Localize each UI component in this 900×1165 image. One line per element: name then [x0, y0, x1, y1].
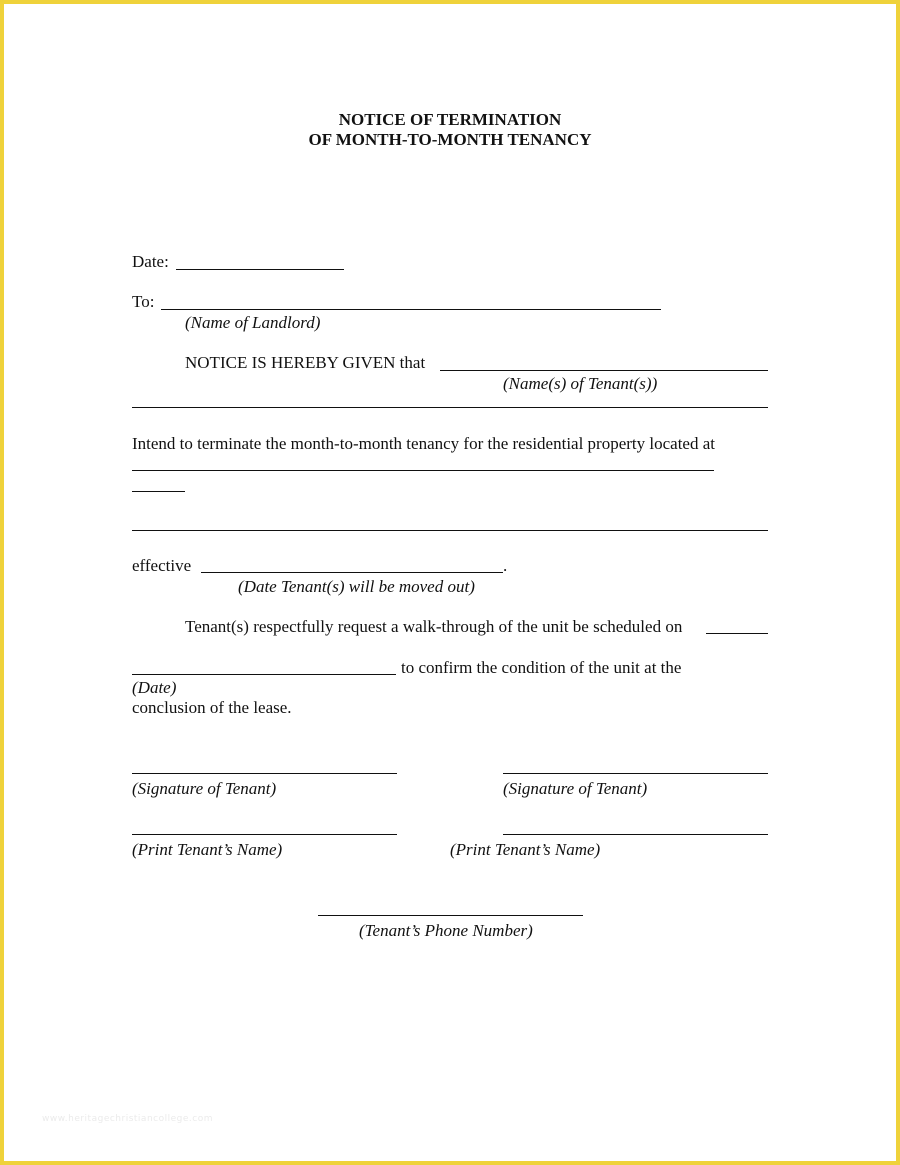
- signature-line-left[interactable]: [132, 773, 397, 774]
- walkthrough-date-line[interactable]: [706, 633, 768, 634]
- phone-caption: (Tenant’s Phone Number): [359, 921, 533, 940]
- signature-line-right[interactable]: [503, 773, 768, 774]
- conclusion-text: conclusion of the lease.: [132, 698, 292, 717]
- address-line-1[interactable]: [132, 470, 714, 471]
- signature-caption-right: (Signature of Tenant): [503, 779, 648, 798]
- confirm-text: to confirm the condition of the unit at the: [401, 658, 682, 677]
- tenant-names-line[interactable]: [440, 370, 768, 371]
- date-field-line[interactable]: [176, 269, 344, 270]
- phone-line[interactable]: [318, 915, 583, 916]
- to-label: To:: [132, 292, 155, 311]
- date-caption: (Date): [132, 678, 177, 697]
- date-label: Date:: [132, 252, 169, 271]
- address-line-3[interactable]: [132, 530, 768, 531]
- effective-period: .: [503, 556, 508, 575]
- print-name-caption-right: (Print Tenant’s Name): [450, 840, 601, 859]
- watermark: www.heritagechristiancollege.com: [42, 1114, 213, 1124]
- walkthrough-date-line-2[interactable]: [132, 674, 396, 675]
- print-name-line-left[interactable]: [132, 834, 397, 835]
- effective-label: effective: [132, 556, 192, 575]
- tenants-caption: (Name(s) of Tenant(s)): [503, 374, 658, 393]
- walkthrough-text: Tenant(s) respectfully request a walk-through of the unit be scheduled on: [185, 617, 683, 636]
- print-name-line-right[interactable]: [503, 834, 768, 835]
- landlord-caption: (Name of Landlord): [185, 313, 321, 332]
- title-line-1: NOTICE OF TERMINATION: [338, 110, 562, 129]
- moveout-date-line[interactable]: [201, 572, 503, 573]
- title-line-2: OF MONTH-TO-MONTH TENANCY: [308, 130, 592, 149]
- intend-text: Intend to terminate the month-to-month tenancy for the residential property located at: [132, 434, 715, 453]
- print-name-caption-left: (Print Tenant’s Name): [132, 840, 283, 859]
- tenant-names-line-2[interactable]: [132, 407, 768, 408]
- notice-text: NOTICE IS HEREBY GIVEN that: [185, 353, 426, 372]
- moveout-caption: (Date Tenant(s) will be moved out): [238, 577, 475, 596]
- landlord-name-line[interactable]: [161, 309, 661, 310]
- address-line-2[interactable]: [132, 491, 185, 492]
- signature-caption-left: (Signature of Tenant): [132, 779, 277, 798]
